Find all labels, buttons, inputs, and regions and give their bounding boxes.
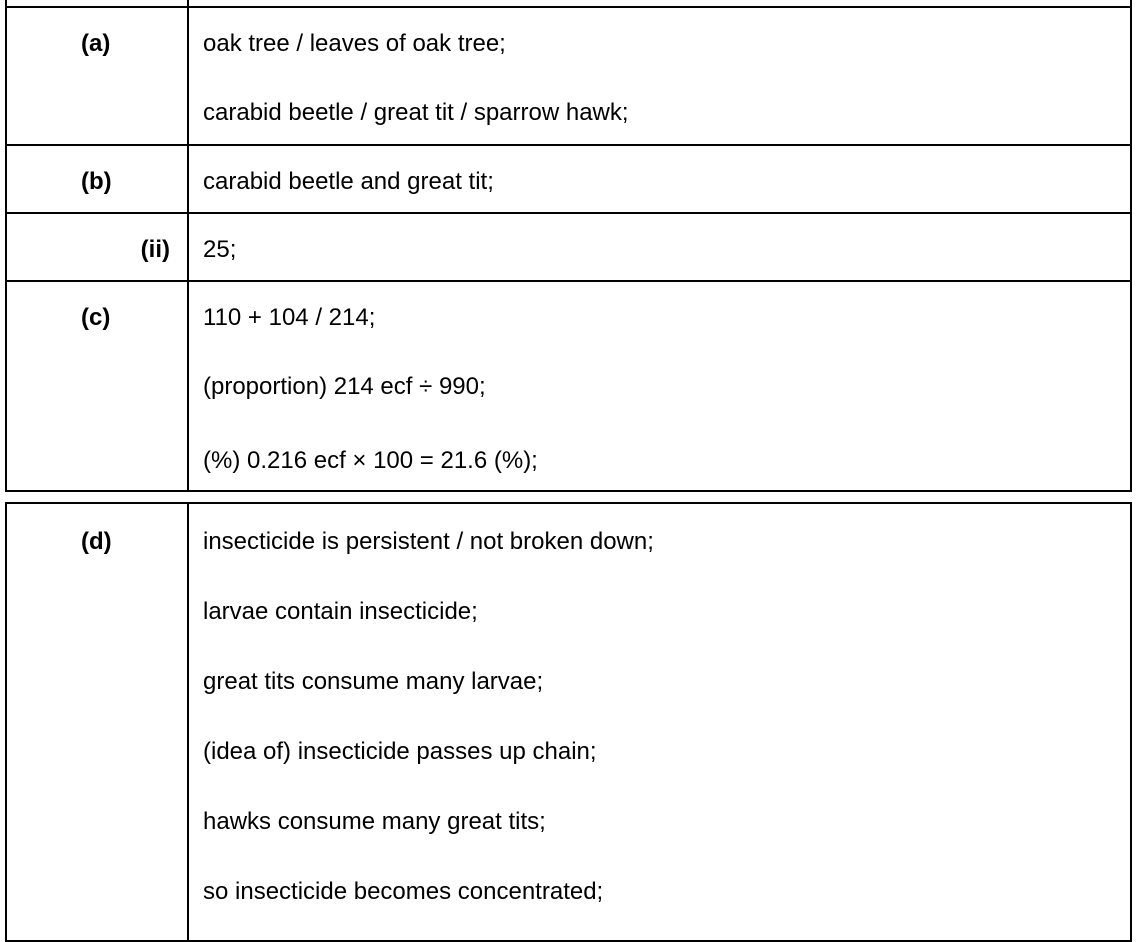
row-divider [7,212,1130,214]
column-divider [187,504,189,940]
answer-line: carabid beetle and great tit; [203,168,494,195]
question-label-d: (d) [81,528,112,555]
answer-line: 110 + 104 / 214; [203,304,376,331]
answer-line: insecticide is persistent / not broken down; [203,528,654,555]
answer-line: oak tree / leaves of oak tree; [203,30,506,57]
answer-line: (%) 0.216 ecf × 100 = 21.6 (%); [203,447,538,474]
answer-line: larvae contain insecticide; [203,598,478,625]
answer-line: 25; [203,236,237,263]
answer-line: great tits consume many larvae; [203,668,544,695]
question-label-c: (c) [81,304,111,331]
row-divider [7,6,1130,8]
row-divider [7,280,1130,282]
answer-line: (idea of) insecticide passes up chain; [203,738,597,765]
question-label-a: (a) [81,30,111,57]
answer-line: carabid beetle / great tit / sparrow hawk; [203,99,629,126]
column-divider [187,0,189,490]
answer-line: (proportion) 214 ecf ÷ 990; [203,373,486,400]
question-label-b: (b) [81,168,112,195]
row-divider [7,144,1130,146]
mark-scheme-table-upper [5,0,1132,492]
mark-scheme-table-lower [5,502,1132,942]
answer-line: so insecticide becomes concentrated; [203,878,604,905]
question-label-b-ii: (ii) [140,236,170,263]
answer-line: hawks consume many great tits; [203,808,546,835]
